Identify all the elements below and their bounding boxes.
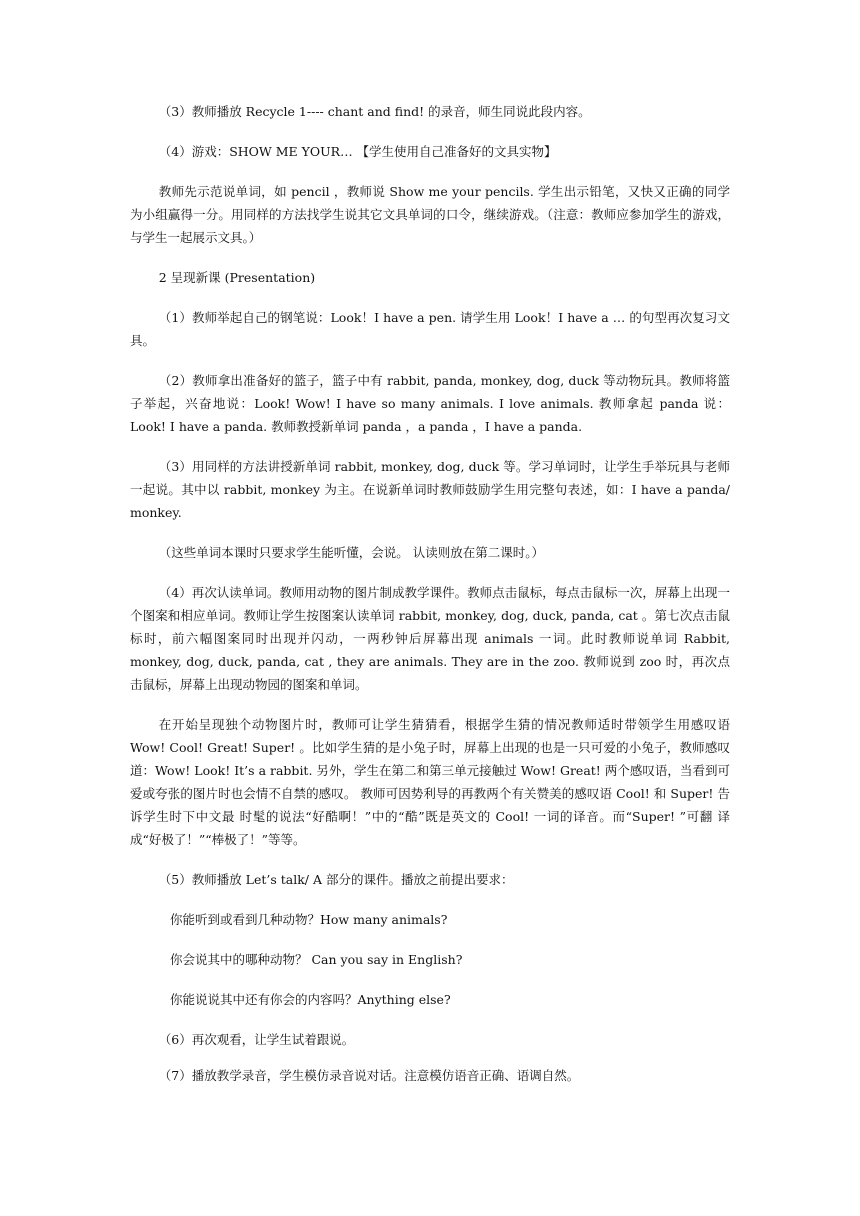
paragraph-presentation-6: （6）再次观看，让学生试着跟说。: [158, 1032, 355, 1047]
paragraph-presentation-3: （3）用同样的方法讲授新单词 rabbit, monkey, dog, duck 等。学习单词时，让学生手举玩具与老师一起说。其中以 rabbit, monkey 为主。在说新单词时教师鼓励学生用完整句表述，如：I have a panda/ monkey.: [130, 459, 730, 520]
section-heading-presentation: 2 呈现新课 (Presentation): [158, 270, 316, 285]
paragraph-game-description: 教师先示范说单词，如 pencil ，教师说 Show me your pencils. 学生出示铅笔，又快又正确的同学为小组赢得一分。用同样的方法找学生说其它文具单词的口令，继续游戏。（注意：教师应参加学生的游戏，与学生一起展示文具。）: [130, 184, 730, 245]
question-how-many-animals: 你能听到或看到几种动物？How many animals?: [170, 912, 448, 927]
paragraph-note: （这些单词本课时只要求学生能听懂，会说。 认读则放在第二课时。）: [158, 545, 544, 560]
paragraph-step-4-game: （4）游戏：SHOW ME YOUR… 【学生使用自己准备好的文具实物】: [158, 144, 557, 159]
question-anything-else: 你能说说其中还有你会的内容吗？Anything else?: [170, 992, 451, 1007]
paragraph-presentation-5: （5）教师播放 Let’s talk/ A 部分的课件。播放之前提出要求：: [158, 872, 514, 887]
paragraph-exclamations: 在开始呈现独个动物图片时，教师可让学生猜猜看，根据学生猜的情况教师适时带领学生用感叹语 Wow! Cool! Great! Super! 。比如学生猜的是小兔子时，屏幕上出现的也是一只可爱的小兔子，教师感叹道：Wow! Look! It’s a rabbit. 另外，学生在第二和第三单元接触过 Wow! Great! 两个感叹语，当看到可爱或夸张的图片时也会情不自禁的感叹。 教师可因势利导的再教两个有关赞美的感叹语 Cool! 和 Super! 告诉学生时下中文最 时髦的说法“好酷啊！”中的“酷”既是英文的 Cool! 一词的译音。而“Super! ”可翻 译成“好极了！”“棒极了！”等等。: [130, 717, 730, 847]
question-say-in-english: 你会说其中的哪种动物？ Can you say in English?: [170, 952, 463, 967]
paragraph-presentation-1: （1）教师举起自己的钢笔说：Look！I have a pen. 请学生用 Look！I have a … 的句型再次复习文具。: [130, 310, 730, 348]
paragraph-presentation-2: （2）教师拿出准备好的篮子，篮子中有 rabbit, panda, monkey, dog, duck 等动物玩具。教师将篮子举起，兴奋地说：Look! Wow! I have so many animals. I love animals. 教师拿起 panda 说：Look! I have a panda. 教师教授新单词 panda ，a panda ，I have a panda.: [130, 373, 730, 434]
paragraph-step-3-recycle: （3）教师播放 Recycle 1---- chant and find! 的录音，师生同说此段内容。: [158, 104, 591, 119]
paragraph-presentation-4: （4）再次认读单词。教师用动物的图片制成教学课件。教师点击鼠标，每点击鼠标一次，屏幕上出现一个图案和相应单词。教师让学生按图案认读单词 rabbit, monkey, dog, duck, panda, cat 。第七次点击鼠标时，前六幅图案同时出现并闪动，一两秒钟后屏幕出现 animals 一词。此时教师说单词 Rabbit, monkey, dog, duck, panda, cat , they are animals. They are in the zoo. 教师说到 zoo 时，再次点击鼠标，屏幕上出现动物园的图案和单词。: [130, 585, 730, 692]
document-body: [130, 100, 730, 1104]
paragraph-presentation-7: （7）播放教学录音，学生模仿录音说对话。注意模仿语音正确、语调自然。: [158, 1068, 580, 1083]
